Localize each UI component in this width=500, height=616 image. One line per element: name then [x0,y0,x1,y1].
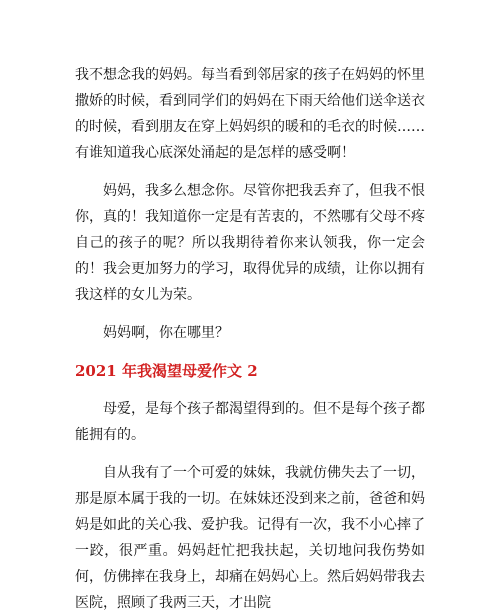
paragraph-1: 我不想念我的妈妈。每当看到邻居家的孩子在妈妈的怀里撒娇的时候，看到同学们的妈妈在下雨天给他们送伞送衣的时候，看到朋友在穿上妈妈织的暖和的毛衣的时候……有谁知道我心底深处涌起的是怎样的感受啊！ [75,67,425,161]
paragraph-3: 妈妈啊，你在哪里？ [103,325,229,341]
paragraph-5: 自从我有了一个可爱的妹妹，我就仿佛失去了一切，那是原本属于我的一切。在妹妹还没到来之前，爸爸和妈妈是如此的关心我、爱护我。记得有一次，我不小心摔了一跤，很严重。妈妈赶忙把我扶起，关切地问我伤势如何，仿佛摔在我身上，却痛在妈妈心上。然后妈妈带我去医院，照顾了我两三天，才出院 [75,465,425,611]
paragraph-2: 妈妈，我多么想念你。尽管你把我丢弃了，但我不恨你，真的！我知道你一定是有苦衷的，不然哪有父母不疼自己的孩子的呢？所以我期待着你来认领我，你一定会的！我会更加努力的学习，取得优异的成绩，让你以拥有我这样的女儿为荣。 [75,183,425,303]
document-body [75,62,425,616]
paragraph-4: 母爱，是每个孩子都渴望得到的。但不是每个孩子都能拥有的。 [75,401,425,443]
section-heading: 2021 年我渴望母爱作文 2 [75,362,258,380]
